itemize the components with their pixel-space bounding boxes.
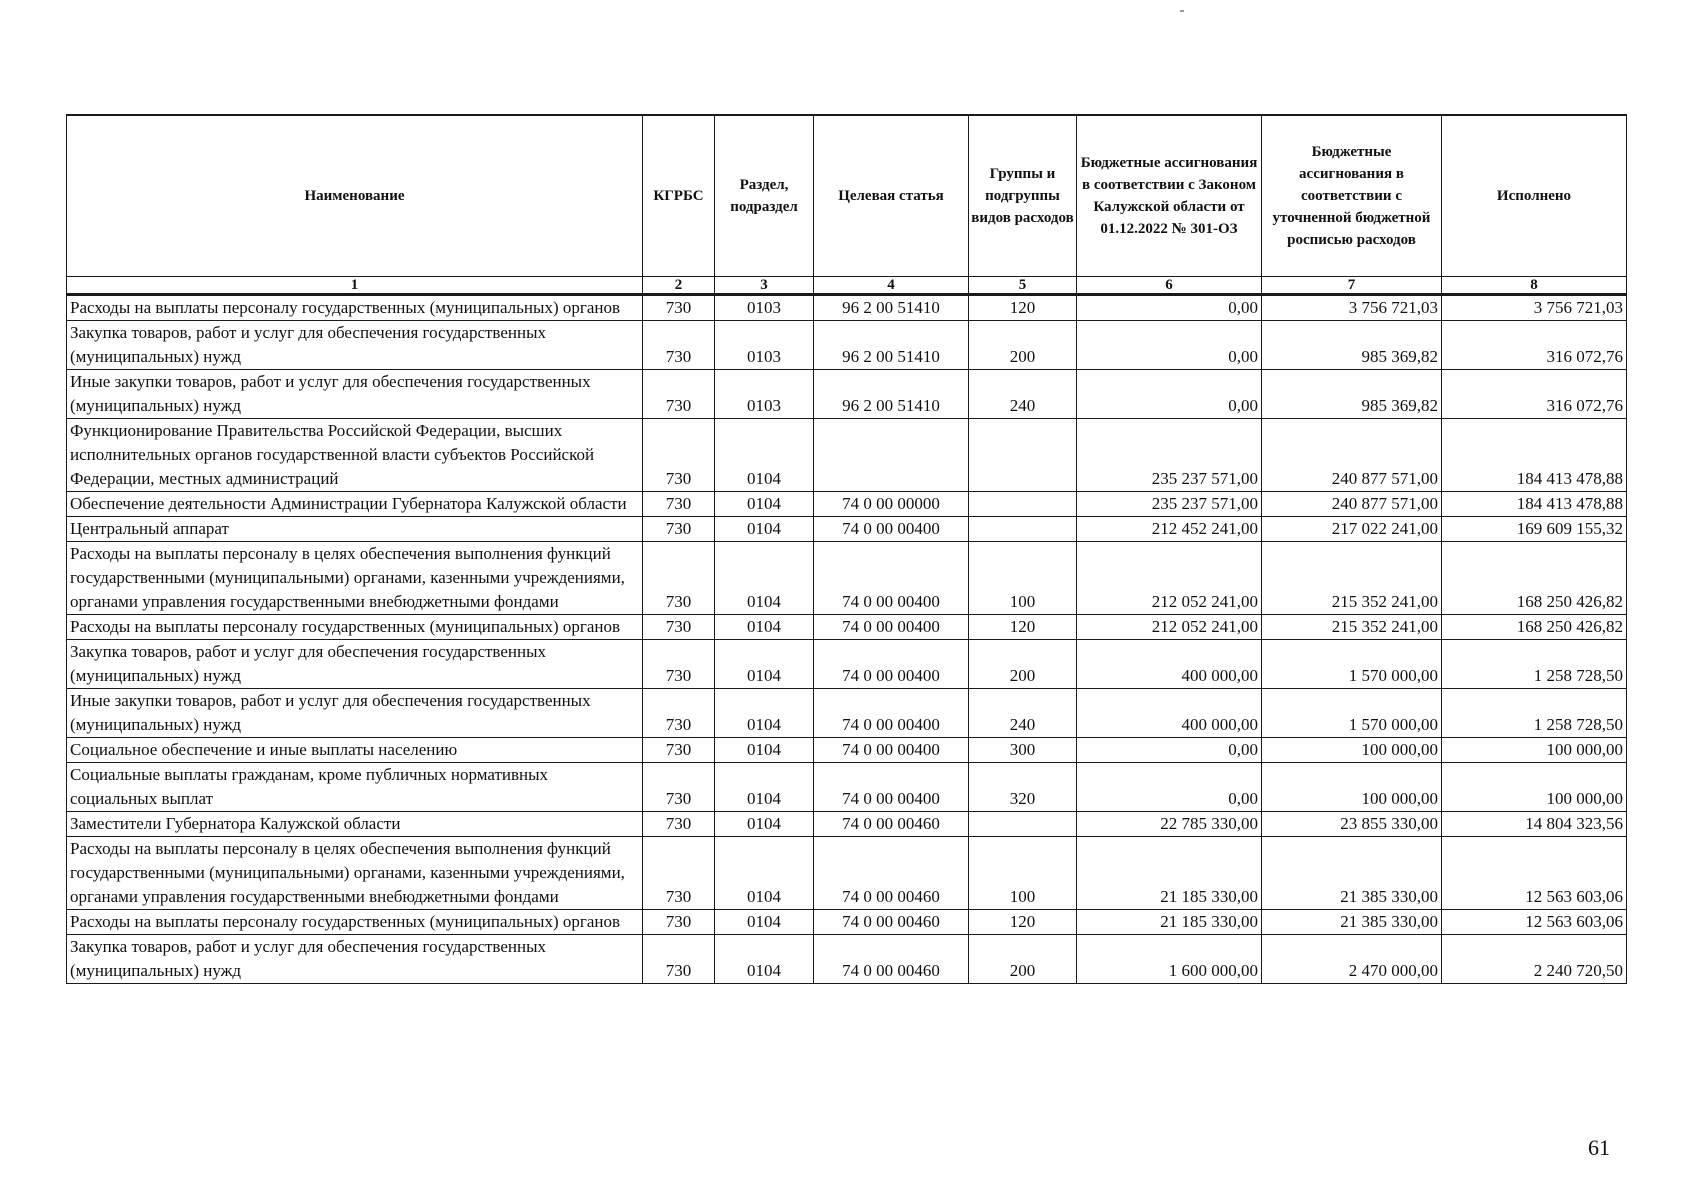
- cell-vid: 120: [969, 615, 1077, 640]
- cell-ispolneno: 2 240 720,50: [1442, 935, 1627, 984]
- cell-kgrbs: 730: [643, 517, 715, 542]
- cell-kgrbs: 730: [643, 542, 715, 615]
- cell-name: Заместители Губернатора Калужской области: [67, 812, 643, 837]
- cell-ispolneno: 316 072,76: [1442, 370, 1627, 419]
- cell-razdel: 0104: [715, 615, 814, 640]
- cell-statya: 96 2 00 51410: [814, 370, 969, 419]
- cell-vid: 200: [969, 321, 1077, 370]
- cell-statya: 96 2 00 51410: [814, 295, 969, 321]
- cell-zakon: 1 600 000,00: [1077, 935, 1262, 984]
- cell-rospis: 985 369,82: [1262, 321, 1442, 370]
- column-number-row: [67, 277, 1627, 295]
- table-row: [67, 295, 1627, 321]
- cell-zakon: 0,00: [1077, 738, 1262, 763]
- column-number: 3: [715, 277, 814, 295]
- cell-kgrbs: 730: [643, 640, 715, 689]
- cell-name: Закупка товаров, работ и услуг для обеспечения государственных (муниципальных) нужд: [67, 321, 643, 370]
- cell-rospis: 3 756 721,03: [1262, 295, 1442, 321]
- cell-vid: 240: [969, 689, 1077, 738]
- cell-vid: 100: [969, 542, 1077, 615]
- cell-ispolneno: 14 804 323,56: [1442, 812, 1627, 837]
- cell-name: Расходы на выплаты персоналу государственных (муниципальных) органов: [67, 910, 643, 935]
- cell-rospis: 2 470 000,00: [1262, 935, 1442, 984]
- cell-razdel: 0104: [715, 910, 814, 935]
- cell-kgrbs: 730: [643, 492, 715, 517]
- cell-name: Функционирование Правительства Российской Федерации, высших исполнительных органов государственной власти субъектов Российской Федерации, местных администраций: [67, 419, 643, 492]
- cell-razdel: 0103: [715, 370, 814, 419]
- cell-vid: 240: [969, 370, 1077, 419]
- cell-razdel: 0104: [715, 517, 814, 542]
- cell-ispolneno: 3 756 721,03: [1442, 295, 1627, 321]
- cell-kgrbs: 730: [643, 812, 715, 837]
- cell-zakon: 21 185 330,00: [1077, 910, 1262, 935]
- cell-kgrbs: 730: [643, 295, 715, 321]
- cell-name: Иные закупки товаров, работ и услуг для обеспечения государственных (муниципальных) нужд: [67, 370, 643, 419]
- header-zakon: Бюджетные ассигнования в соответствии с Законом Калужской области от 01.12.2022 № 301-ОЗ: [1077, 115, 1262, 277]
- cell-razdel: 0104: [715, 738, 814, 763]
- cell-zakon: 21 185 330,00: [1077, 837, 1262, 910]
- cell-ispolneno: 184 413 478,88: [1442, 492, 1627, 517]
- cell-razdel: 0104: [715, 542, 814, 615]
- cell-zakon: 22 785 330,00: [1077, 812, 1262, 837]
- cell-statya: 74 0 00 00400: [814, 517, 969, 542]
- column-number: 4: [814, 277, 969, 295]
- cell-razdel: 0104: [715, 837, 814, 910]
- header-kgrbs: КГРБС: [643, 115, 715, 277]
- cell-razdel: 0103: [715, 295, 814, 321]
- cell-razdel: 0104: [715, 812, 814, 837]
- cell-razdel: 0104: [715, 689, 814, 738]
- cell-rospis: 215 352 241,00: [1262, 542, 1442, 615]
- cell-name: Социальное обеспечение и иные выплаты населению: [67, 738, 643, 763]
- cell-vid: 200: [969, 935, 1077, 984]
- cell-rospis: 985 369,82: [1262, 370, 1442, 419]
- cell-zakon: 0,00: [1077, 295, 1262, 321]
- column-number: 1: [67, 277, 643, 295]
- header-row: [67, 115, 1627, 277]
- cell-zakon: 235 237 571,00: [1077, 419, 1262, 492]
- header-statya: Целевая статья: [814, 115, 969, 277]
- cell-ispolneno: 184 413 478,88: [1442, 419, 1627, 492]
- cell-name: Расходы на выплаты персоналу государственных (муниципальных) органов: [67, 295, 643, 321]
- cell-name: Иные закупки товаров, работ и услуг для обеспечения государственных (муниципальных) нужд: [67, 689, 643, 738]
- cell-zakon: 212 052 241,00: [1077, 542, 1262, 615]
- cell-rospis: 215 352 241,00: [1262, 615, 1442, 640]
- cell-vid: 120: [969, 295, 1077, 321]
- cell-zakon: 0,00: [1077, 321, 1262, 370]
- cell-ispolneno: 12 563 603,06: [1442, 910, 1627, 935]
- table-row: [67, 763, 1627, 812]
- cell-kgrbs: 730: [643, 763, 715, 812]
- cell-statya: 74 0 00 00460: [814, 935, 969, 984]
- cell-statya: 96 2 00 51410: [814, 321, 969, 370]
- cell-vid: 320: [969, 763, 1077, 812]
- cell-kgrbs: 730: [643, 321, 715, 370]
- scan-artifact: [1180, 10, 1184, 12]
- cell-rospis: 240 877 571,00: [1262, 419, 1442, 492]
- page-number: 61: [1588, 1135, 1610, 1160]
- cell-ispolneno: 169 609 155,32: [1442, 517, 1627, 542]
- cell-razdel: 0104: [715, 935, 814, 984]
- cell-statya: 74 0 00 00400: [814, 542, 969, 615]
- cell-statya: 74 0 00 00460: [814, 812, 969, 837]
- budget-table: [66, 114, 1627, 984]
- cell-razdel: 0104: [715, 419, 814, 492]
- column-number: 7: [1262, 277, 1442, 295]
- cell-kgrbs: 730: [643, 910, 715, 935]
- cell-zakon: 212 452 241,00: [1077, 517, 1262, 542]
- cell-statya: 74 0 00 00000: [814, 492, 969, 517]
- cell-rospis: 100 000,00: [1262, 763, 1442, 812]
- cell-rospis: 240 877 571,00: [1262, 492, 1442, 517]
- cell-zakon: 400 000,00: [1077, 640, 1262, 689]
- cell-kgrbs: 730: [643, 837, 715, 910]
- cell-rospis: 100 000,00: [1262, 738, 1442, 763]
- table-row: [67, 910, 1627, 935]
- table-row: [67, 738, 1627, 763]
- column-number: 2: [643, 277, 715, 295]
- header-name: Наименование: [67, 115, 643, 277]
- cell-ispolneno: 100 000,00: [1442, 763, 1627, 812]
- cell-ispolneno: 1 258 728,50: [1442, 689, 1627, 738]
- cell-name: Социальные выплаты гражданам, кроме публичных нормативных социальных выплат: [67, 763, 643, 812]
- table-row: [67, 492, 1627, 517]
- table-row: [67, 542, 1627, 615]
- cell-rospis: 217 022 241,00: [1262, 517, 1442, 542]
- cell-statya: 74 0 00 00400: [814, 615, 969, 640]
- cell-kgrbs: 730: [643, 370, 715, 419]
- cell-rospis: 1 570 000,00: [1262, 689, 1442, 738]
- cell-kgrbs: 730: [643, 419, 715, 492]
- cell-vid: [969, 492, 1077, 517]
- cell-rospis: 1 570 000,00: [1262, 640, 1442, 689]
- header-vid: Группы и подгруппы видов расходов: [969, 115, 1077, 277]
- cell-vid: [969, 419, 1077, 492]
- cell-ispolneno: 1 258 728,50: [1442, 640, 1627, 689]
- cell-razdel: 0103: [715, 321, 814, 370]
- cell-rospis: 21 385 330,00: [1262, 910, 1442, 935]
- cell-razdel: 0104: [715, 640, 814, 689]
- cell-statya: 74 0 00 00460: [814, 910, 969, 935]
- cell-vid: [969, 517, 1077, 542]
- cell-kgrbs: 730: [643, 738, 715, 763]
- cell-name: Закупка товаров, работ и услуг для обеспечения государственных (муниципальных) нужд: [67, 640, 643, 689]
- cell-statya: 74 0 00 00400: [814, 763, 969, 812]
- cell-rospis: 23 855 330,00: [1262, 812, 1442, 837]
- table-row: [67, 689, 1627, 738]
- cell-razdel: 0104: [715, 492, 814, 517]
- header-rospis: Бюджетные ассигнования в соответствии с уточненной бюджетной росписью расходов: [1262, 115, 1442, 277]
- cell-zakon: 212 052 241,00: [1077, 615, 1262, 640]
- table-body: [67, 295, 1627, 984]
- header-razdel: Раздел, подраздел: [715, 115, 814, 277]
- column-number: 6: [1077, 277, 1262, 295]
- column-number: 8: [1442, 277, 1627, 295]
- cell-kgrbs: 730: [643, 615, 715, 640]
- cell-zakon: 0,00: [1077, 763, 1262, 812]
- cell-zakon: 0,00: [1077, 370, 1262, 419]
- table-row: [67, 517, 1627, 542]
- table-row: [67, 935, 1627, 984]
- cell-statya: 74 0 00 00400: [814, 689, 969, 738]
- column-number: 5: [969, 277, 1077, 295]
- cell-name: Расходы на выплаты персоналу в целях обеспечения выполнения функций государственными (муниципальными) органами, казенными учреждениями, органами управления государственными внебюджетными фондами: [67, 837, 643, 910]
- table-row: [67, 615, 1627, 640]
- header-ispolneno: Исполнено: [1442, 115, 1627, 277]
- cell-kgrbs: 730: [643, 935, 715, 984]
- cell-statya: [814, 419, 969, 492]
- cell-vid: [969, 812, 1077, 837]
- cell-statya: 74 0 00 00400: [814, 640, 969, 689]
- cell-name: Расходы на выплаты персоналу в целях обеспечения выполнения функций государственными (муниципальными) органами, казенными учреждениями, органами управления государственными внебюджетными фондами: [67, 542, 643, 615]
- cell-razdel: 0104: [715, 763, 814, 812]
- cell-vid: 120: [969, 910, 1077, 935]
- cell-rospis: 21 385 330,00: [1262, 837, 1442, 910]
- cell-zakon: 235 237 571,00: [1077, 492, 1262, 517]
- table-row: [67, 640, 1627, 689]
- cell-statya: 74 0 00 00460: [814, 837, 969, 910]
- cell-ispolneno: 168 250 426,82: [1442, 542, 1627, 615]
- cell-vid: 100: [969, 837, 1077, 910]
- cell-name: Обеспечение деятельности Администрации Губернатора Калужской области: [67, 492, 643, 517]
- table-row: [67, 837, 1627, 910]
- table-row: [67, 419, 1627, 492]
- cell-ispolneno: 168 250 426,82: [1442, 615, 1627, 640]
- cell-vid: 200: [969, 640, 1077, 689]
- cell-ispolneno: 316 072,76: [1442, 321, 1627, 370]
- cell-zakon: 400 000,00: [1077, 689, 1262, 738]
- table-row: [67, 812, 1627, 837]
- cell-name: Центральный аппарат: [67, 517, 643, 542]
- cell-name: Закупка товаров, работ и услуг для обеспечения государственных (муниципальных) нужд: [67, 935, 643, 984]
- cell-vid: 300: [969, 738, 1077, 763]
- table-row: [67, 321, 1627, 370]
- cell-kgrbs: 730: [643, 689, 715, 738]
- cell-ispolneno: 100 000,00: [1442, 738, 1627, 763]
- cell-name: Расходы на выплаты персоналу государственных (муниципальных) органов: [67, 615, 643, 640]
- cell-ispolneno: 12 563 603,06: [1442, 837, 1627, 910]
- cell-statya: 74 0 00 00400: [814, 738, 969, 763]
- table-row: [67, 370, 1627, 419]
